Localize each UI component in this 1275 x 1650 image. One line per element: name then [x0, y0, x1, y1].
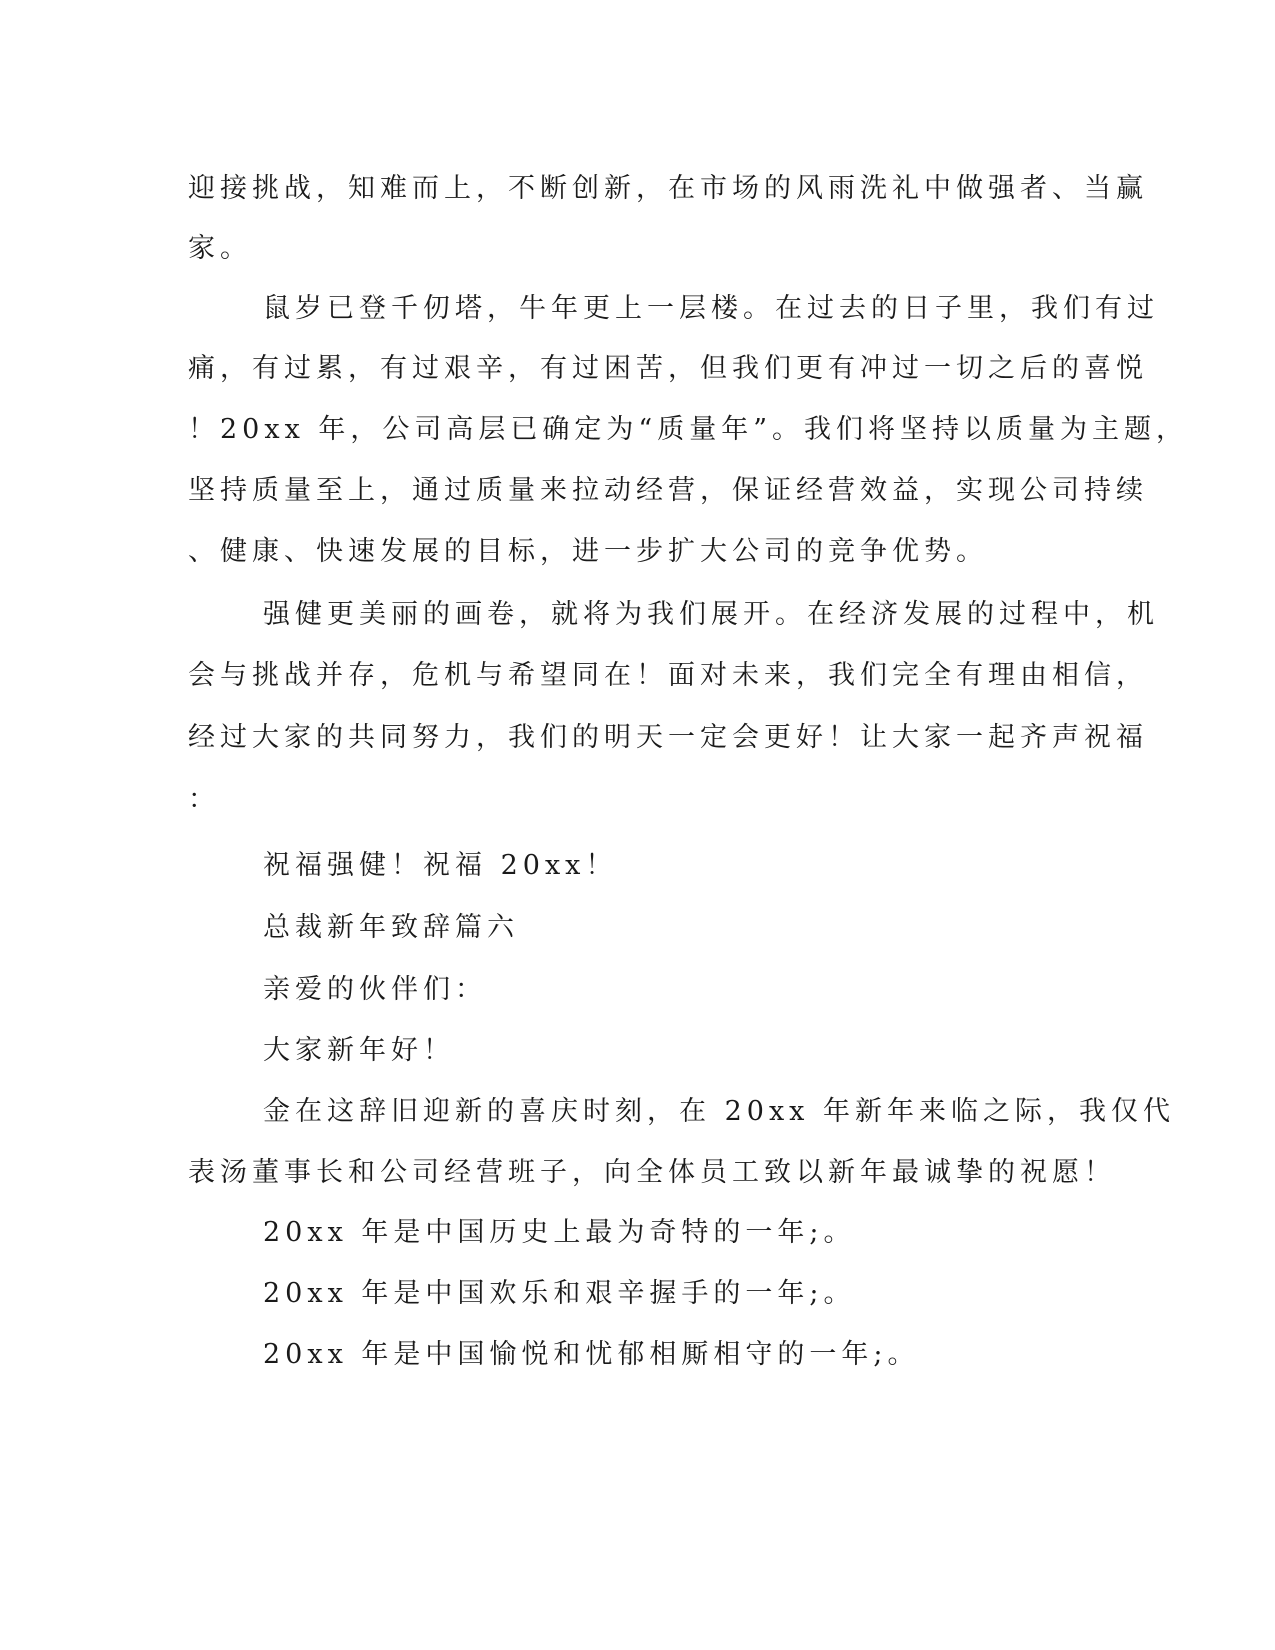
text-line: 迎接挑战，知难而上，不断创新，在市场的风雨洗礼中做强者、当赢	[188, 173, 1148, 204]
section-heading: 总裁新年致辞篇六	[263, 912, 519, 943]
text-line: 家。	[188, 233, 252, 264]
greeting: 大家新年好！	[263, 1035, 455, 1066]
text-line: 金在这辞旧迎新的喜庆时刻，在 20xx 年新年来临之际，我仅代	[263, 1096, 1175, 1127]
text-line: 祝福强健！祝福 20xx！	[263, 850, 618, 881]
text-line: 表汤董事长和公司经营班子，向全体员工致以新年最诚挚的祝愿！	[188, 1157, 1116, 1188]
text-line: 痛，有过累，有过艰辛，有过困苦，但我们更有冲过一切之后的喜悦	[188, 353, 1148, 384]
text-line: 20xx 年是中国欢乐和艰辛握手的一年;。	[263, 1278, 856, 1309]
text-line: ！20xx 年，公司高层已确定为“质量年”。我们将坚持以质量为主题，	[188, 414, 1188, 445]
text-line: 20xx 年是中国愉悦和忧郁相厮相守的一年;。	[263, 1339, 920, 1370]
text-line: 坚持质量至上，通过质量来拉动经营，保证经营效益，实现公司持续	[188, 475, 1148, 506]
text-line: 20xx 年是中国历史上最为奇特的一年;。	[263, 1217, 856, 1248]
text-line: 会与挑战并存，危机与希望同在！面对未来，我们完全有理由相信，	[188, 660, 1148, 691]
text-line: ：	[188, 784, 220, 815]
text-line: 经过大家的共同努力，我们的明天一定会更好！让大家一起齐声祝福	[188, 722, 1148, 753]
text-line: 强健更美丽的画卷，就将为我们展开。在经济发展的过程中，机	[263, 599, 1159, 630]
text-line: 鼠岁已登千仞塔，牛年更上一层楼。在过去的日子里，我们有过	[263, 293, 1159, 324]
text-line: 、健康、快速发展的目标，进一步扩大公司的竞争优势。	[188, 536, 988, 567]
salutation: 亲爱的伙伴们：	[263, 974, 487, 1005]
